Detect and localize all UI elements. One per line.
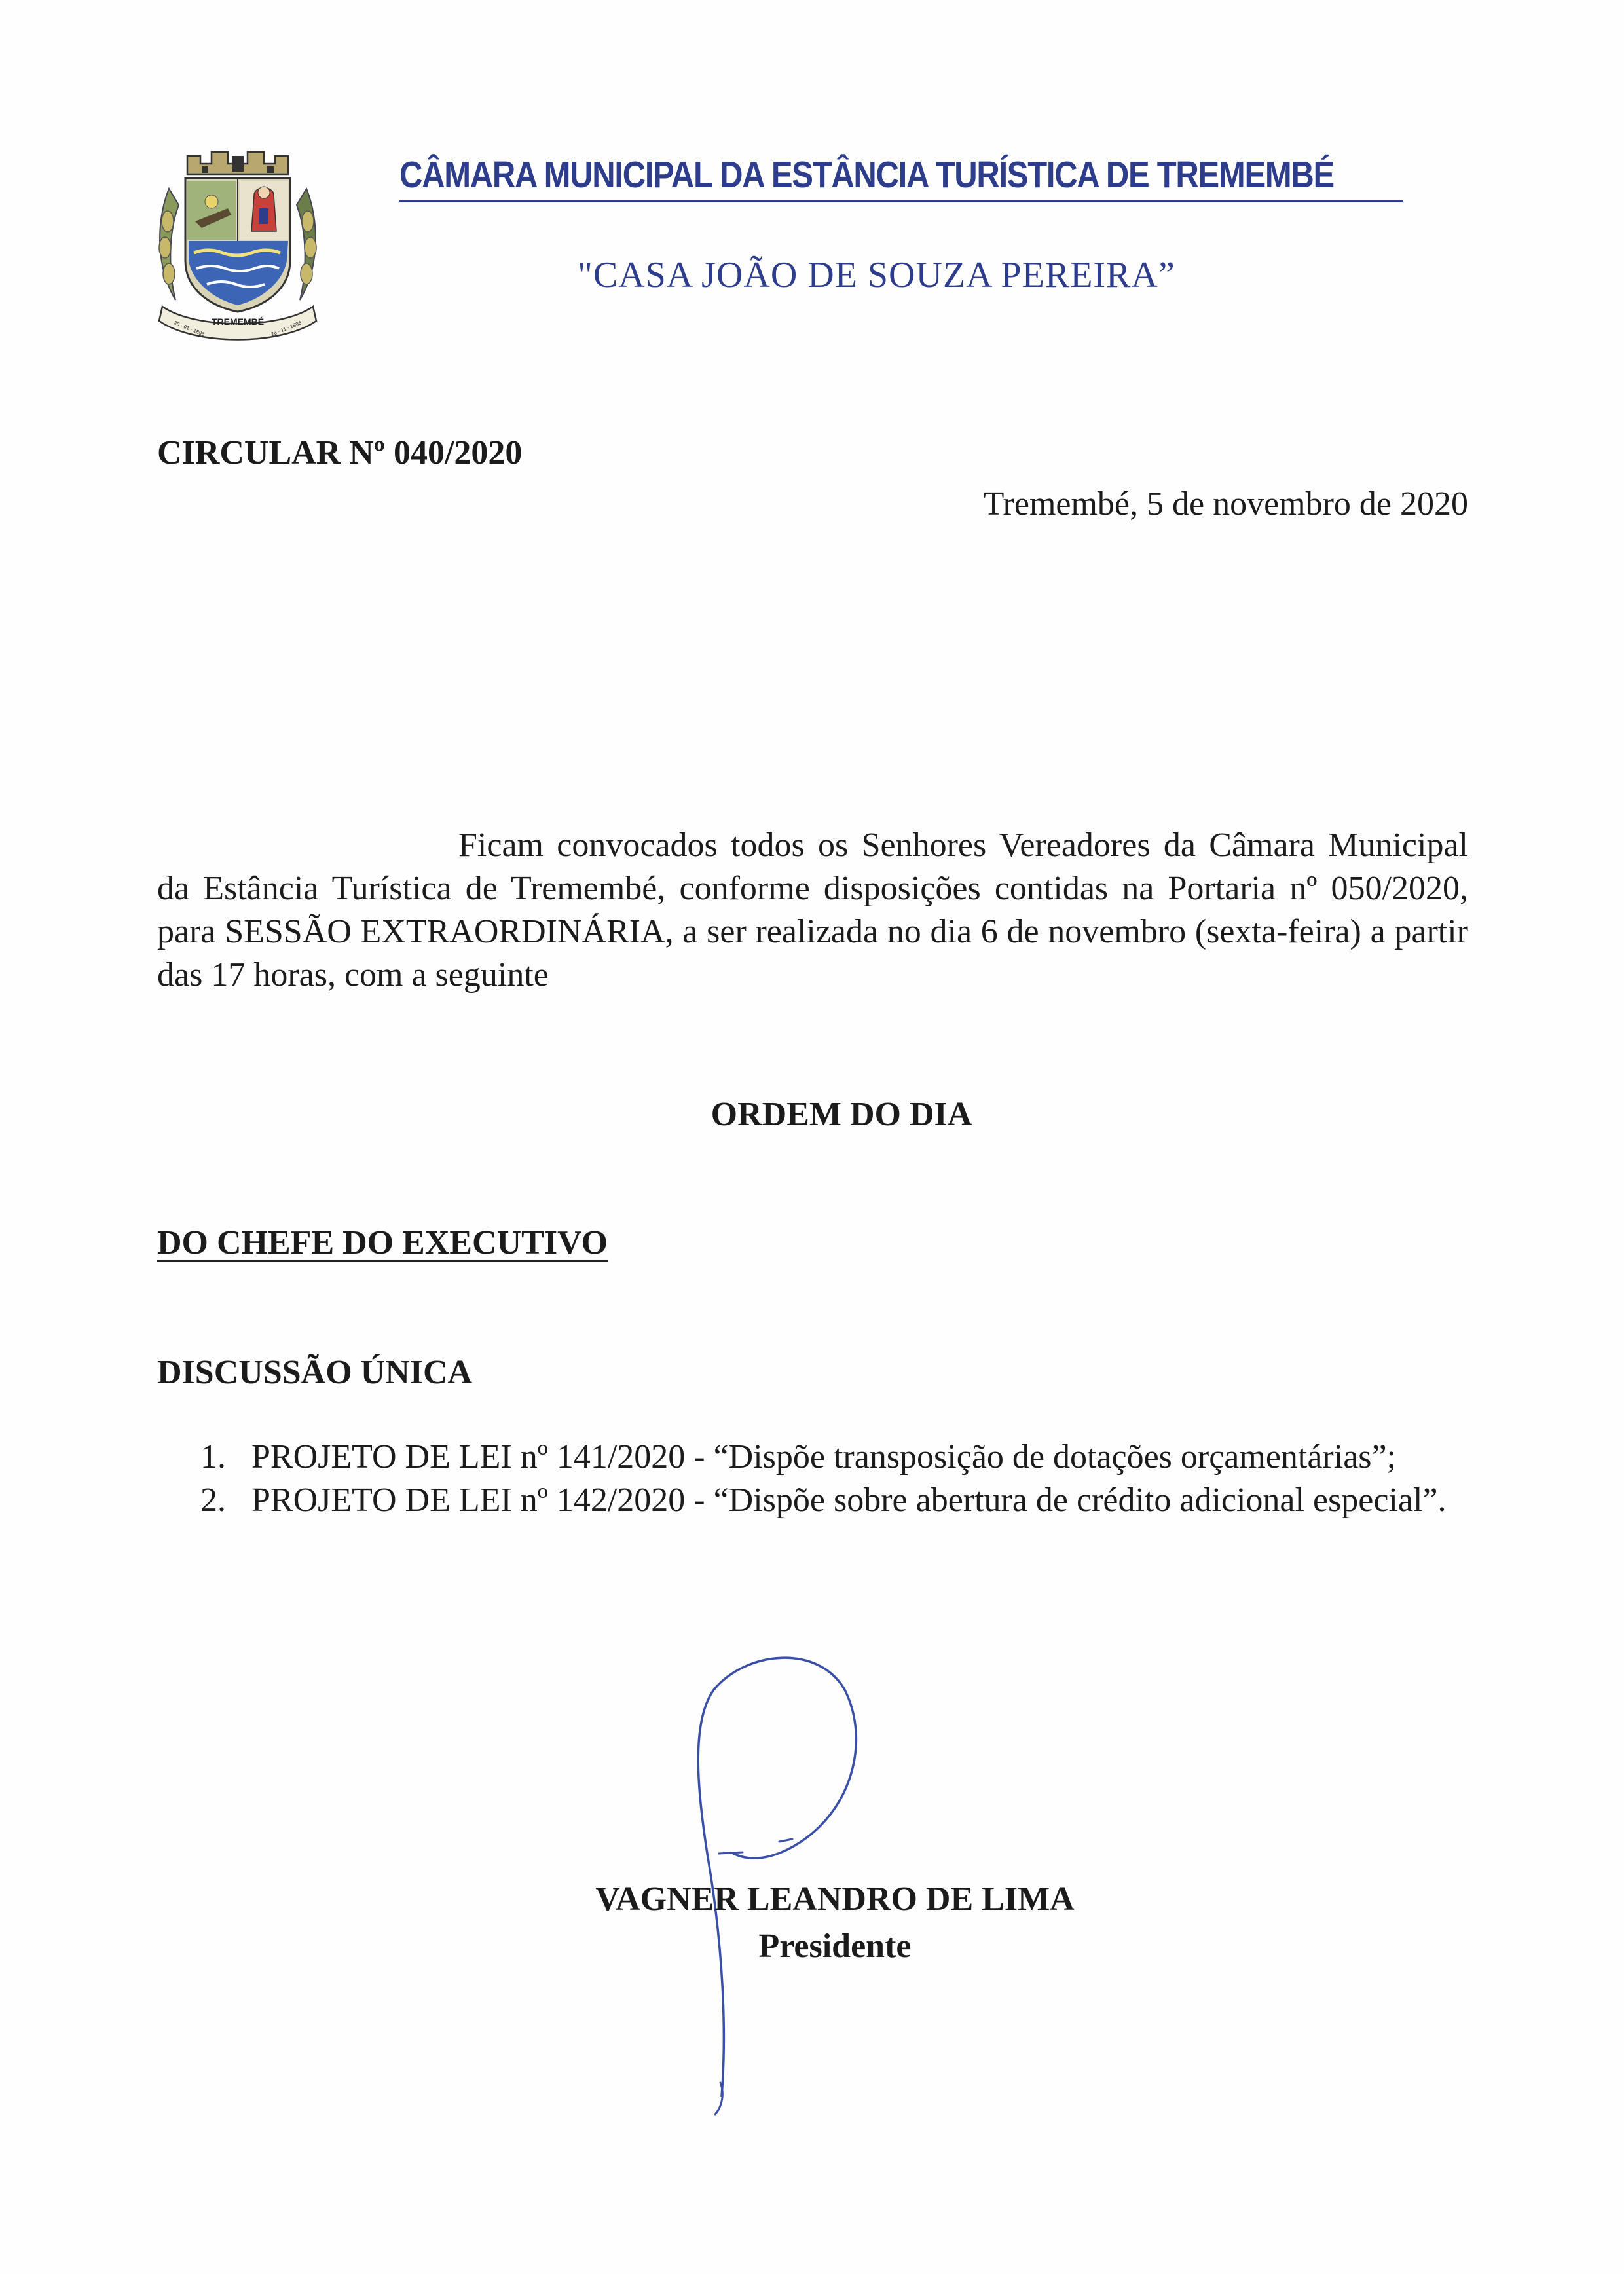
institution-title: CÂMARA MUNICIPAL DA ESTÂNCIA TURÍSTICA DE TREMEMBÉ [399,154,1334,196]
building-name: "CASA JOÃO DE SOUZA PEREIRA” [578,255,1175,295]
agenda-item-number: 2. [200,1482,226,1519]
agenda-item [157,1479,1468,1522]
agenda-list [157,1436,1468,1522]
circular-number: CIRCULAR Nº 040/2020 [157,434,523,472]
agenda-item [157,1436,1468,1479]
coat-of-arms-logo [149,149,326,352]
discussion-heading: DISCUSSÃO ÚNICA [157,1354,473,1391]
signer-name: VAGNER LEANDRO DE LIMA [595,1880,1075,1918]
agenda-item-text: PROJETO DE LEI nº 141/2020 - “Dispõe transposição de dotações orçamentárias”; [251,1438,1397,1476]
agenda-title: ORDEM DO DIA [710,1096,972,1133]
svg-text:20 · 01 · 1896: 20 · 01 · 1896 [173,320,206,338]
document-date: Tremembé, 5 de novembro de 2020 [983,485,1468,523]
agenda-item-text: PROJETO DE LEI nº 142/2020 - “Dispõe sobre abertura de crédito adicional especial”. [251,1482,1447,1519]
svg-text:26 · 11 · 1896: 26 · 11 · 1896 [270,320,303,338]
executive-section-heading: DO CHEFE DO EXECUTIVO [157,1224,608,1261]
svg-text:TREMEMBÉ: TREMEMBÉ [211,316,265,327]
signer-role: Presidente [758,1928,912,1965]
agenda-item-number: 1. [200,1438,226,1476]
title-underline [399,200,1403,202]
body-paragraph: Ficam convocados todos os Senhores Vereadores da Câmara Municipal da Estância Turística de Tremembé, conforme disposições contidas na Portaria nº 050/2020, para SESSÃO EXTRAORDINÁRIA, a ser realizada no dia 6 de novembro (sexta-feira) a partir das 17 horas, com a seguinte [157,827,1468,994]
